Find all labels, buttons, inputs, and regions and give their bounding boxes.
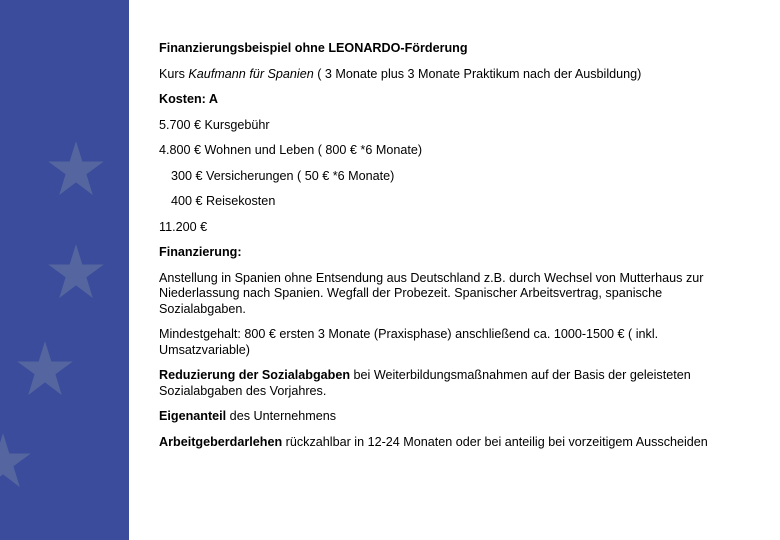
star-icon — [47, 243, 105, 301]
min-salary-text: Mindestgehalt: 800 € ersten 3 Monate (Praxisphase) anschließend ca. 1000-1500 € ( inkl. Umsatzvariable) — [159, 327, 659, 357]
star-icon — [0, 432, 32, 490]
financing-heading: Finanzierung: — [159, 245, 242, 259]
cost-item: 400 € Reisekosten — [171, 194, 276, 208]
course-line: Kurs Kaufmann für Spanien ( 3 Monate plus 3 Monate Praktikum nach der Ausbildung) — [159, 66, 642, 81]
social-contributions-text: Reduzierung der Sozialabgaben bei Weiterbildungsmaßnahmen auf der Basis der geleisteten Sozialabgaben des Vorjahres. — [159, 368, 691, 398]
employer-loan-text: Arbeitgeberdarlehen rückzahlbar in 12-24 Monaten oder bei anteilig bei vorzeitigem Ausscheiden — [159, 434, 708, 449]
cost-total: 11.200 € — [159, 219, 208, 234]
costs-heading: Kosten: A — [159, 92, 219, 106]
slide-title: Finanzierungsbeispiel ohne LEONARDO-Förderung — [159, 41, 468, 55]
star-icon — [47, 140, 105, 198]
own-share-text: Eigenanteil des Unternehmens — [159, 409, 337, 423]
cost-item: 5.700 € Kursgebühr — [159, 117, 270, 132]
cost-item: 4.800 € Wohnen und Leben ( 800 € *6 Monate) — [159, 143, 423, 157]
blue-sidebar — [0, 0, 129, 540]
financing-text: Anstellung in Spanien ohne Entsendung aus Deutschland z.B. durch Wechsel von Mutterhaus zur Niederlassung nach Spanien. Wegfall der Probezeit. Spanischer Arbeitsvertrag, spanische Sozialabgaben. — [159, 270, 704, 316]
cost-item: 300 € Versicherungen ( 50 € *6 Monate) — [171, 168, 395, 183]
star-icon — [16, 340, 74, 398]
slide-content — [159, 41, 739, 460]
